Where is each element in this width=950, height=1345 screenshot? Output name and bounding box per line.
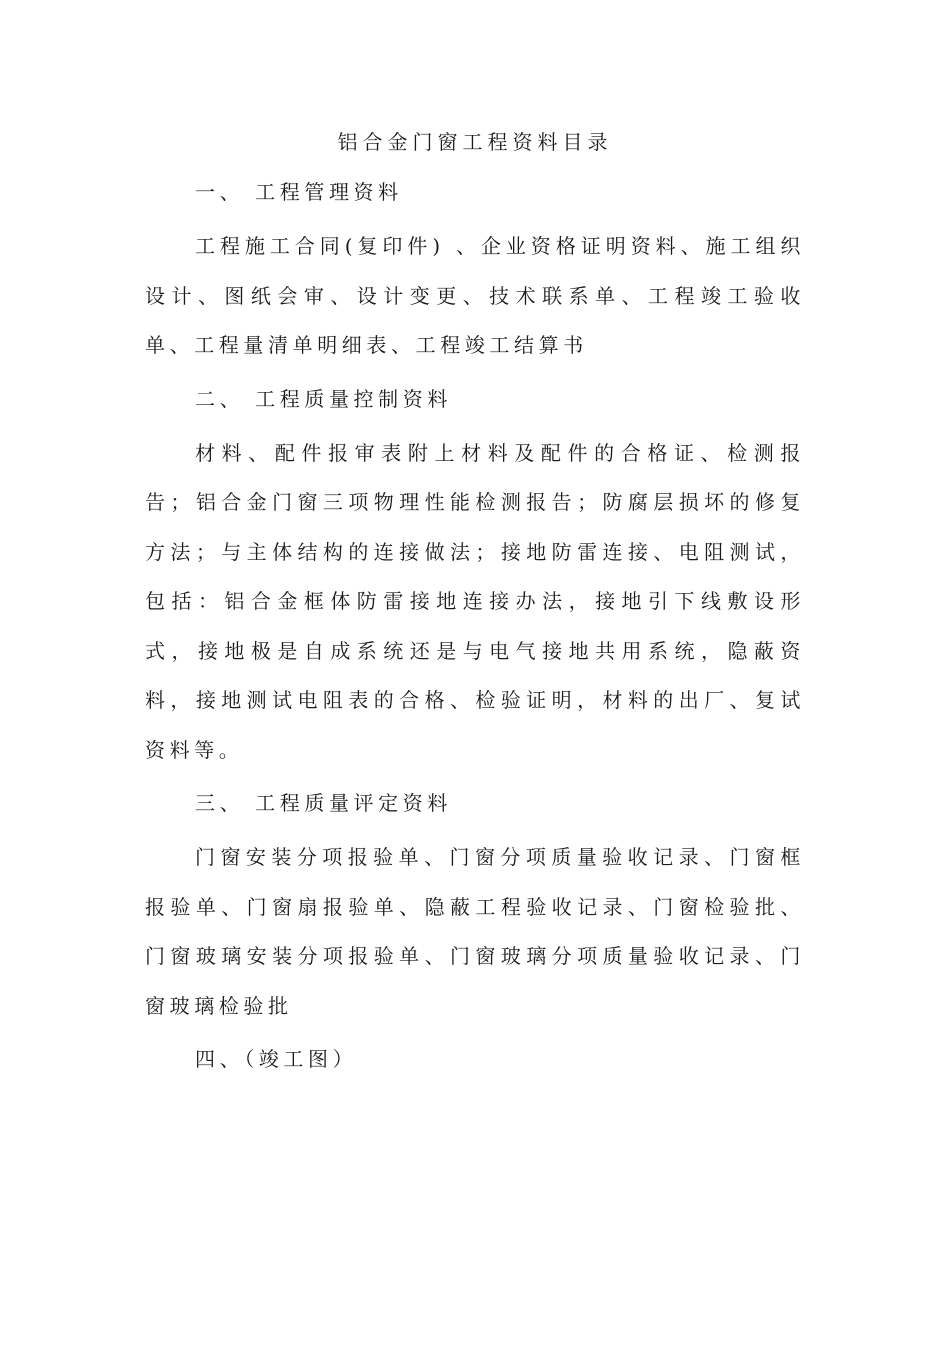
section-heading-1: 一、 工程管理资料: [195, 180, 403, 204]
section-body-1: 工程施工合同(复印件) 、企业资格证明资料、施工组织设计、图纸会审、设计变更、技术联系单、工程竣工验收单、工程量清单明细表、工程竣工结算书: [145, 234, 805, 357]
document-title: 铝合金门窗工程资料目录: [337, 130, 613, 154]
section-heading-3: 三、 工程质量评定资料: [195, 791, 452, 815]
document-content: [145, 122, 805, 1089]
section-heading-2: 二、 工程质量控制资料: [195, 386, 452, 411]
section-body-3: 门窗安装分项报验单、门窗分项质量验收记录、门窗框报验单、门窗扇报验单、隐蔽工程验收记录、门窗检验批、门窗玻璃安装分项报验单、门窗玻璃分项质量验收记录、门窗玻璃检验批: [145, 845, 805, 1018]
section-body-2: 材料、配件报审表附上材料及配件的合格证、检测报告；铝合金门窗三项物理性能检测报告；防腐层损坏的修复方法；与主体结构的连接做法；接地防雷连接、电阻测试，包括：铝合金框体防雷接地连接办法，接地引下线敷设形式，接地极是自成系统还是与电气接地共用系统，隐蔽资料，接地测试电阻表的合格、检验证明，材料的出厂、复试资料等。: [145, 440, 805, 762]
section-heading-4: 四、（竣工图）: [195, 1047, 358, 1071]
